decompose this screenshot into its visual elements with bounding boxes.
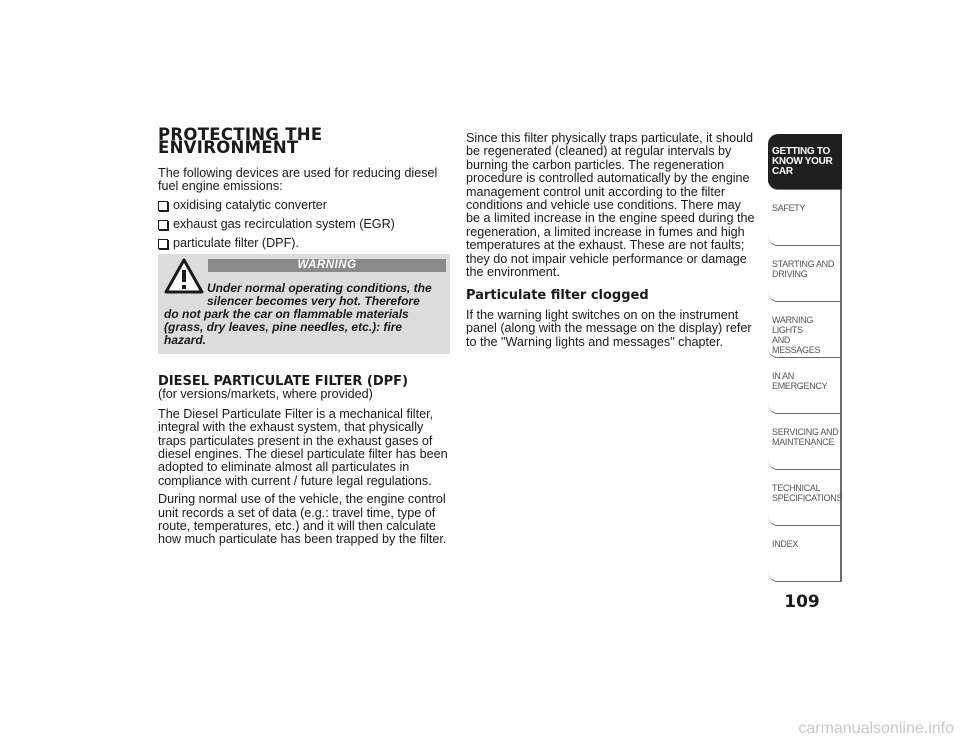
section-title: PROTECTING THE ENVIRONMENT <box>158 125 323 158</box>
tab-index[interactable] <box>768 526 842 582</box>
warning-line: (grass, dry leaves, pine needles, etc.): fire <box>164 320 403 334</box>
clogged-paragraph: If the warning light switches on on the instrument panel (along with the message on the display) refer to the "Warning lights and messages" chapter. <box>466 307 752 349</box>
warning-text <box>164 282 446 347</box>
dpf-subheading: (for versions/markets, where provided) <box>158 387 373 402</box>
intro-text: The following devices are used for reducing diesel fuel engine emissions: <box>158 165 438 194</box>
tab-label: SERVICING AND <box>772 427 839 437</box>
tab-label: WARNING LIGHTS <box>772 315 814 335</box>
checkbox-bullet-icon <box>158 201 168 211</box>
dpf-paragraph: During normal use of the vehicle, the engine control unit records a set of data (e.g.: travel time, type of route, temperatures, etc.) and it will then calculate how much particulate has been trapped by the filter. <box>158 492 447 547</box>
dpf-paragraph: The Diesel Particulate Filter is a mechanical filter, integral with the exhaust system, that physically traps particulates present in the exhaust gases of diesel engines. The diesel particulate filter has been adopted to eliminate almost all particulates in compliance with current / future legal regulations. <box>158 406 448 488</box>
dpf-heading: DIESEL PARTICULATE FILTER (DPF) <box>158 374 409 389</box>
tab-label: GETTING TO <box>772 146 830 157</box>
dpf-section <box>158 375 450 552</box>
right-column <box>466 132 756 354</box>
tab-safety[interactable] <box>768 190 842 246</box>
chapter-tabs <box>768 134 842 582</box>
list-item-text: particulate filter (DPF). <box>173 236 299 251</box>
warning-line: do not park the car on flammable materials <box>164 307 409 321</box>
tab-starting-and-driving[interactable] <box>768 246 842 302</box>
tab-label: KNOW YOUR CAR <box>772 156 833 177</box>
tab-label: TECHNICAL <box>772 483 821 493</box>
tab-servicing[interactable] <box>768 414 842 470</box>
tab-label: IN AN EMERGENCY <box>772 371 828 391</box>
checkbox-bullet-icon <box>158 239 168 249</box>
warning-box <box>158 254 450 354</box>
left-column <box>158 125 450 257</box>
regeneration-paragraph: Since this filter physically traps particulate, it should be regenerated (cleaned) at regular intervals by burning the carbon particles. The regeneration procedure is controlled automatically by the engine management control unit according to the filter conditions and vehicle use conditions. There may be a limited increase in the engine speed during the regeneration, a limited increase in fumes and high temperatures at the exhaust. These are not faults; they do not impair vehicle performance or damage the environment. <box>466 131 755 280</box>
tab-label: DRIVING <box>772 269 808 279</box>
tab-label: MAINTENANCE <box>772 437 835 447</box>
tab-label: SPECIFICATIONS <box>772 493 843 503</box>
list-item <box>158 218 450 231</box>
page-number: 109 <box>784 592 820 612</box>
tab-in-an-emergency[interactable] <box>768 358 842 414</box>
tab-label: INDEX <box>772 539 799 549</box>
list-item <box>158 237 450 250</box>
tab-warning-lights[interactable] <box>768 302 842 358</box>
warning-line: hazard. <box>164 333 207 347</box>
list-item <box>158 199 450 212</box>
clogged-heading: Particulate filter clogged <box>466 288 649 304</box>
watermark: carmanualsonline.info <box>798 720 954 737</box>
warning-line: silencer becomes very hot. Therefore <box>207 294 420 308</box>
device-list <box>158 199 450 251</box>
warning-header: WARNING <box>208 259 446 272</box>
tab-getting-to-know-your-car[interactable] <box>768 134 842 190</box>
checkbox-bullet-icon <box>158 220 168 230</box>
list-item-text: exhaust gas recirculation system (EGR) <box>173 217 395 232</box>
tab-label: SAFETY <box>772 203 806 213</box>
list-item-text: oxidising catalytic converter <box>173 197 327 212</box>
tab-technical-specifications[interactable] <box>768 470 842 526</box>
tab-label: AND MESSAGES <box>772 335 821 355</box>
warning-line: Under normal operating conditions, the <box>207 281 432 295</box>
tab-label: STARTING AND <box>772 259 835 269</box>
